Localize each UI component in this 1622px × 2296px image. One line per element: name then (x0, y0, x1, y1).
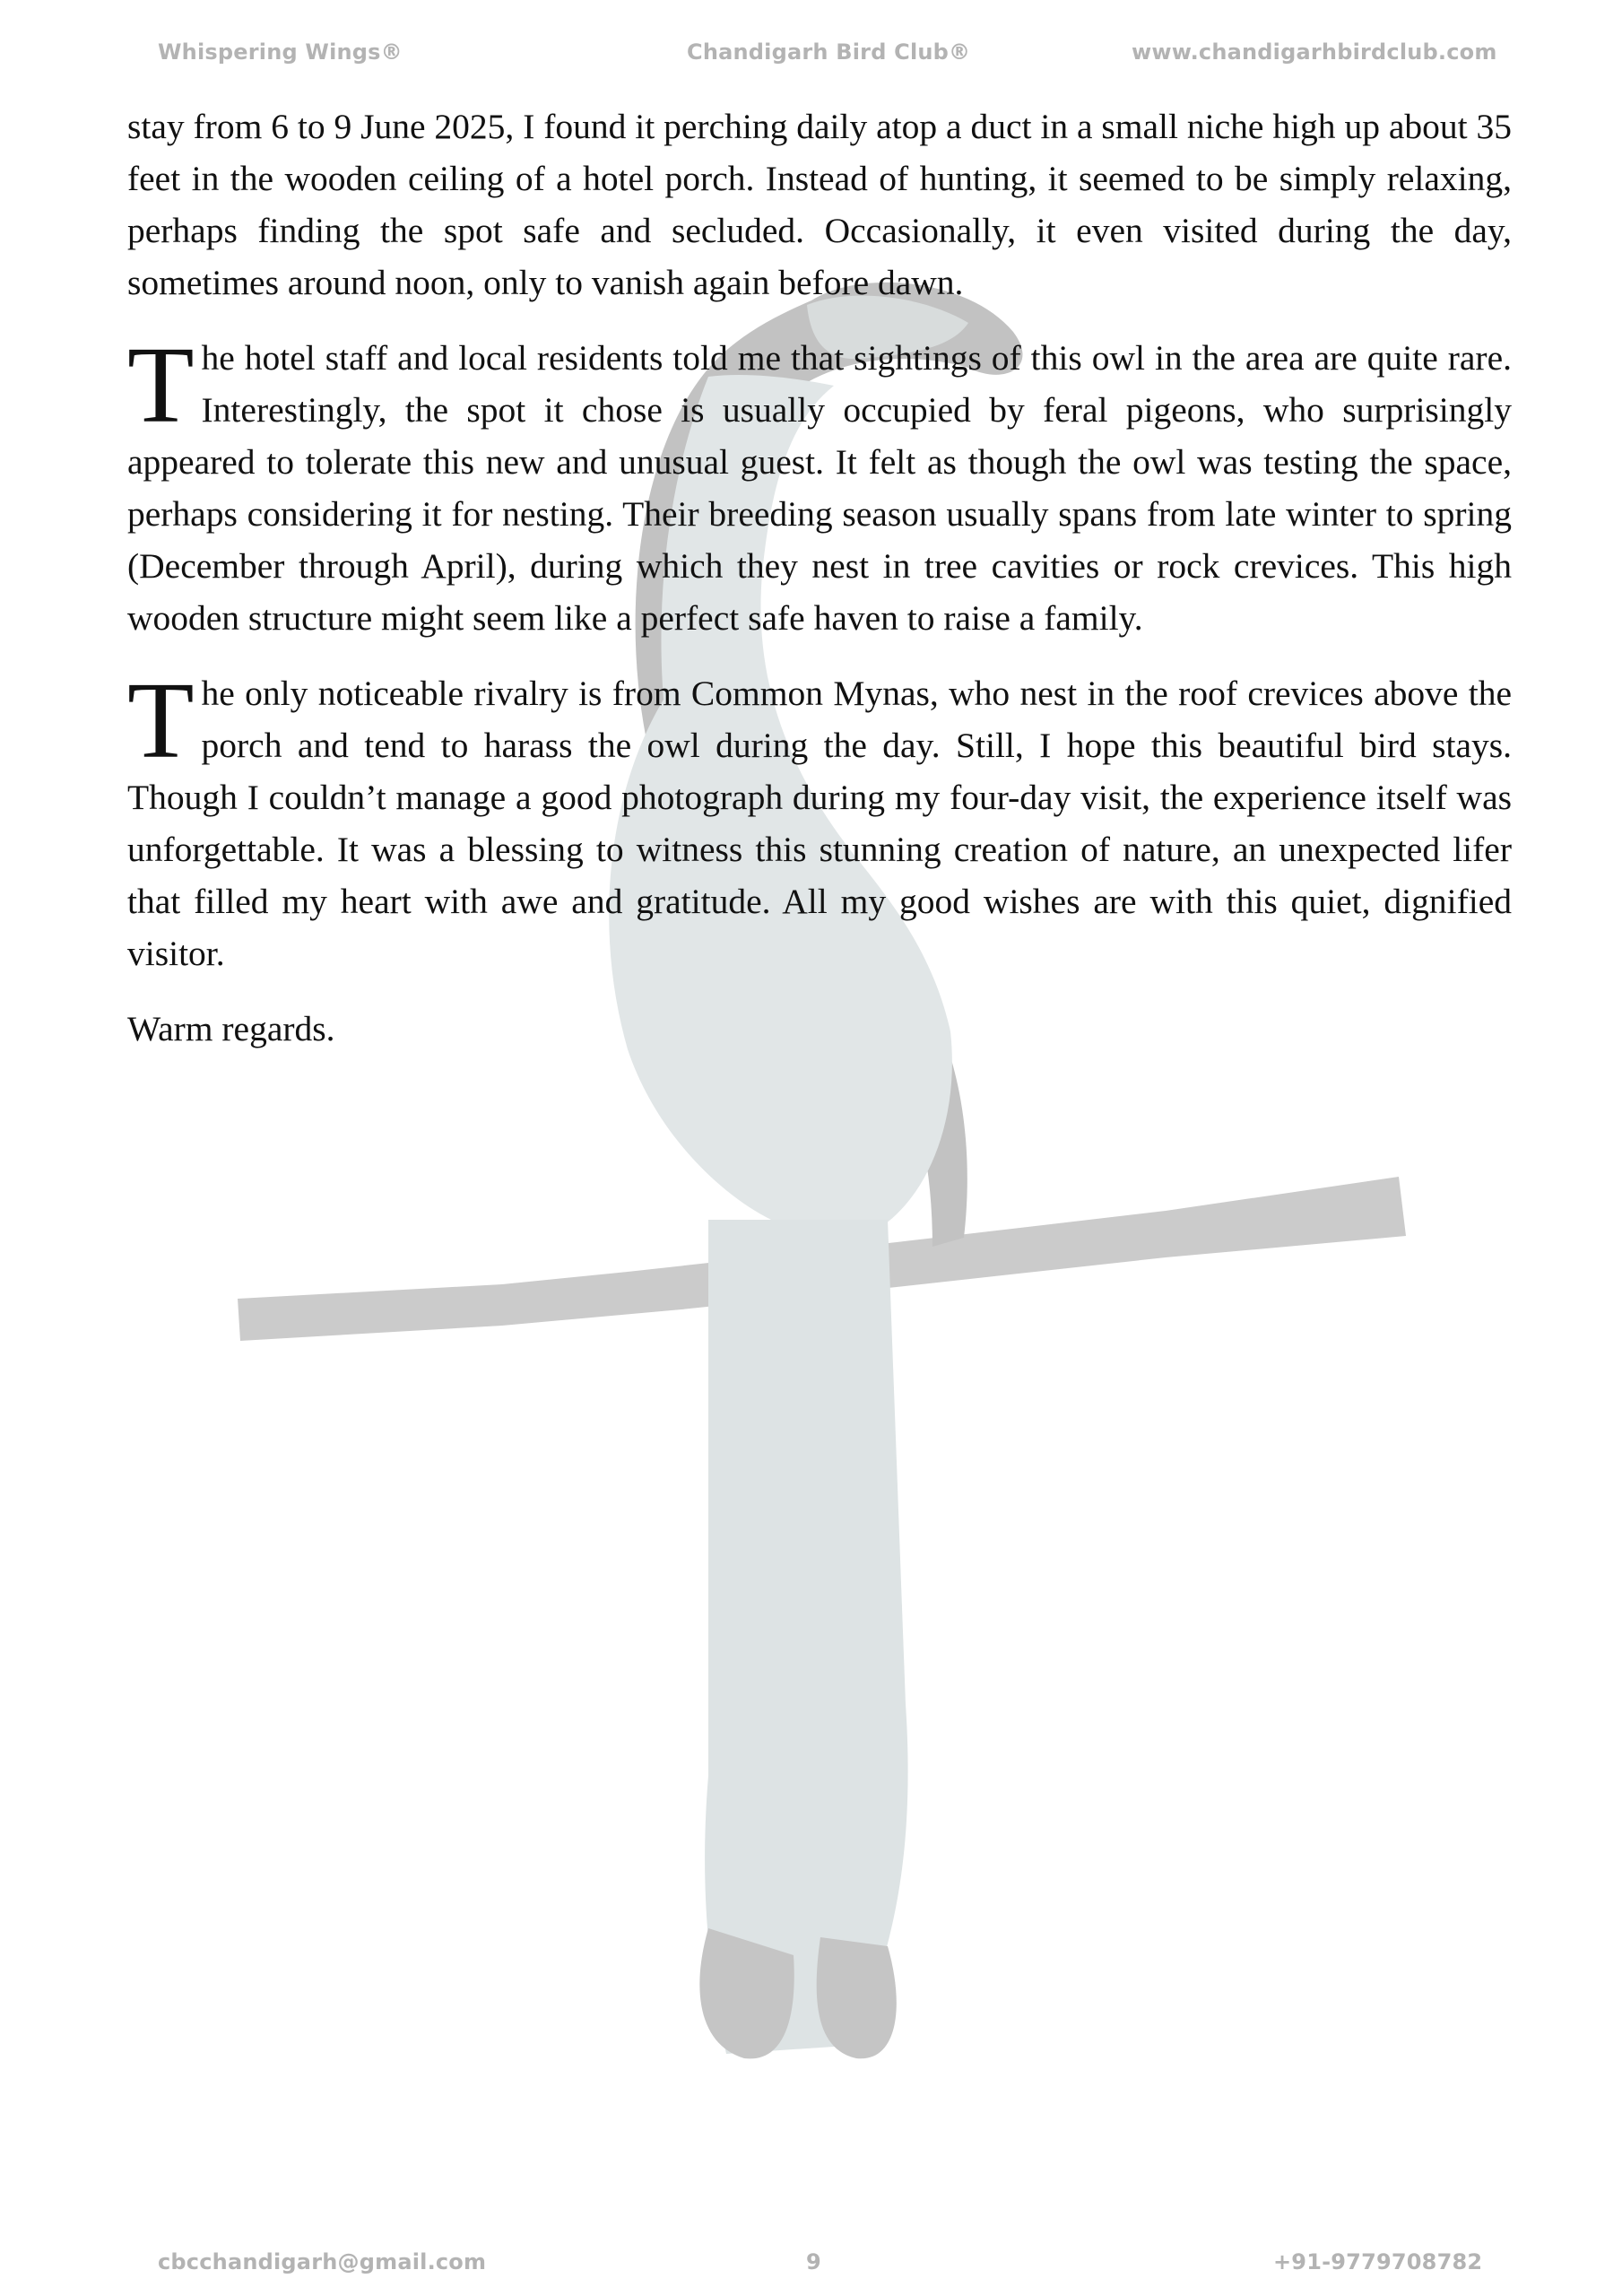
drop-cap: T (127, 325, 195, 446)
closing-line (127, 1003, 1512, 1055)
bird-tail-shape (705, 1220, 908, 2054)
header-club-name: Chandigarh Bird Club® (687, 39, 971, 65)
closing-text: Warm regards. (127, 1009, 335, 1048)
paragraph-text: he hotel staff and local residents told me that sightings of this owl in the area are quite rare. Interestingly, the spot it chose is usually occupied by feral pigeons, who surprisingly appeared to tolerate this new and unusual guest. It felt as though the owl was testing the space, perhaps considering it for nesting. Their breeding season usually spans from late winter to spring (December through April), during which they nest in tree cavities or rock crevices. This high wooden structure might seem like a perfect safe haven to raise a family. (127, 338, 1512, 638)
paragraph-text: he only noticeable rivalry is from Common Mynas, who nest in the roof crevices above the porch and tend to harass the owl during the day. Still, I hope this beautiful bird stays. Though I couldn’t manage a good photograph during my four-day visit, the experience itself was unforgettable. It was a blessing to witness this stunning creation of nature, an unexpected lifer that filled my heart with awe and gratitude. All my good wishes are with this quiet, dignified visitor. (127, 674, 1512, 973)
paragraph-text: stay from 6 to 9 June 2025, I found it perching daily atop a duct in a small niche high up about 35 feet in the wooden ceiling of a hotel porch. Instead of hunting, it seemed to be simply relaxing, perhaps finding the spot safe and secluded. Occasionally, it even visited during the day, sometimes around noon, only to vanish again before dawn. (127, 107, 1512, 302)
footer-phone: +91-9779708782 (1273, 2249, 1483, 2274)
footer-email-link[interactable]: cbcchandigarh@gmail.com (158, 2249, 487, 2274)
article-paragraph (127, 660, 1512, 979)
drop-cap: T (127, 660, 195, 781)
page-number: 9 (806, 2249, 821, 2274)
header-website-link[interactable]: www.chandigarhbirdclub.com (1132, 39, 1497, 65)
article-body (127, 100, 1512, 1078)
article-paragraph (127, 100, 1512, 309)
article-paragraph (127, 325, 1512, 644)
header-publication-name: Whispering Wings® (158, 39, 403, 65)
